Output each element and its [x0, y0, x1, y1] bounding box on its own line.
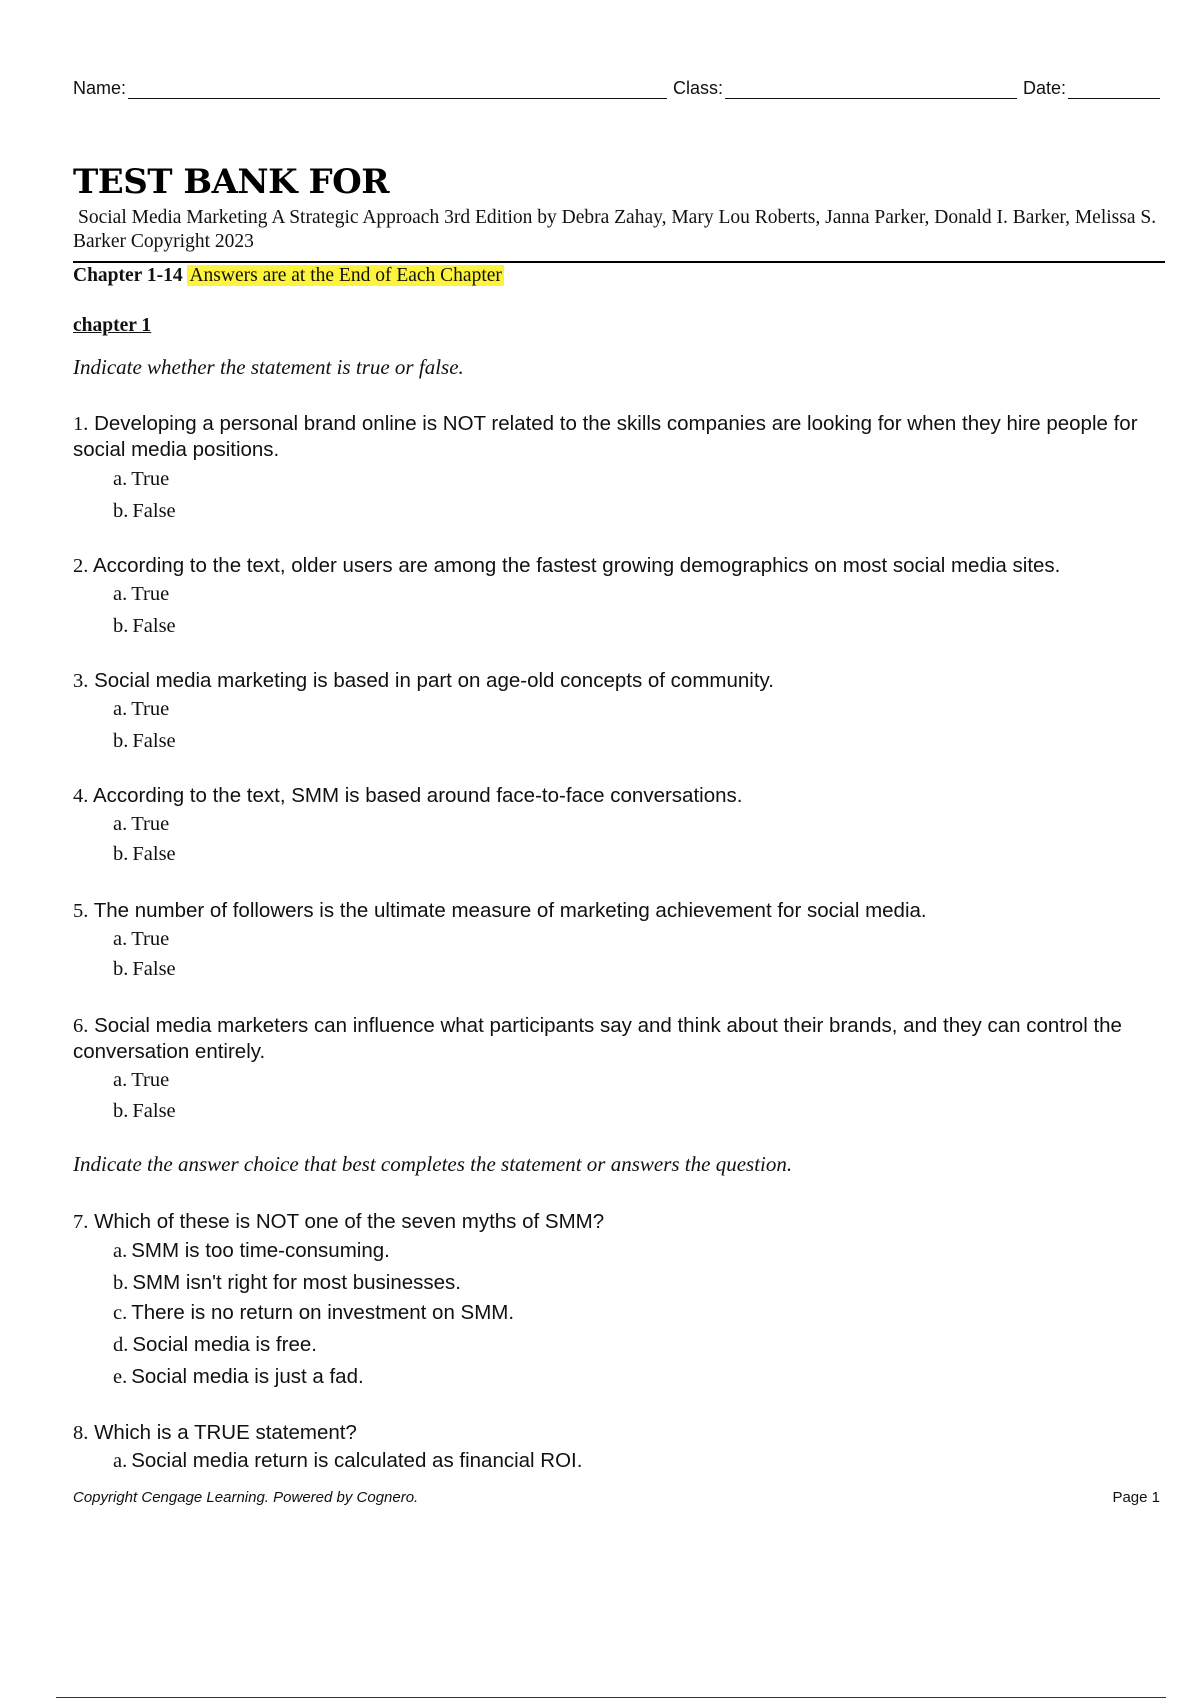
date-label: Date: [1023, 78, 1067, 98]
book-subtitle: Social Media Marketing A Strategic Approach 3rd Edition by Debra Zahay, Mary Lou Roberts, Janna Parker, Donald I. Barker, Melissa S. Barker Copyright 2023 [73, 207, 1157, 252]
question-text: Social media marketing is based in part on age-old concepts of community. [94, 669, 774, 692]
choice-2b[interactable]: b. False [113, 615, 176, 637]
chapter-range-line [73, 263, 504, 289]
choice-2a[interactable]: a. True [113, 583, 170, 605]
name-label: Name: [73, 78, 127, 98]
true-false-instruction: Indicate whether the statement is true or false. [73, 355, 464, 379]
choice-7a[interactable]: a. SMM is too time-consuming. [113, 1239, 390, 1262]
question-7: 7. Which of these is NOT one of the seven myths of SMM? [73, 1210, 605, 1233]
student-info-row [73, 70, 1160, 99]
bottom-divider [56, 1697, 1166, 1698]
multiple-choice-instruction: Indicate the answer choice that best completes the statement or answers the question. [73, 1152, 793, 1176]
choice-6b[interactable]: b. False [113, 1100, 176, 1122]
choice-7e[interactable]: e. Social media is just a fad. [113, 1365, 364, 1388]
choice-7c[interactable]: c. There is no return on investment on SMM. [113, 1301, 515, 1324]
question-text: Which of these is NOT one of the seven myths of SMM? [94, 1210, 605, 1233]
question-text: Social media marketers can influence what participants say and think about their brands, and they can control the conversation entirely. [73, 1014, 1122, 1063]
question-6: 6. Social media marketers can influence what participants say and think about their brands, and they can control the conversation entirely. [73, 1014, 1122, 1063]
question-1: 1. Developing a personal brand online is NOT related to the skills companies are looking for when they hire people for social media positions. [73, 412, 1138, 461]
choice-3a[interactable]: a. True [113, 698, 170, 720]
date-line[interactable] [1068, 70, 1160, 99]
name-line[interactable] [128, 70, 667, 99]
choice-1a[interactable]: a. True [113, 468, 170, 490]
document-title: TEST BANK FOR [73, 162, 390, 202]
choice-6a[interactable]: a. True [113, 1069, 170, 1091]
question-2: 2. According to the text, older users are among the fastest growing demographics on most social media sites. [73, 554, 1061, 577]
page-number: Page 1 [1112, 1489, 1160, 1506]
question-text: According to the text, SMM is based around face-to-face conversations. [92, 784, 743, 807]
date-field[interactable] [1023, 70, 1160, 99]
chapter-heading: chapter 1 [73, 315, 152, 336]
question-text: Which is a TRUE statement? [94, 1421, 357, 1444]
class-field[interactable] [673, 70, 1023, 99]
class-label: Class: [673, 78, 724, 98]
chapter-range-label: Chapter 1-14 [73, 265, 183, 286]
choice-5a[interactable]: a. True [113, 928, 170, 950]
choice-3b[interactable]: b. False [113, 730, 176, 752]
question-5: 5. The number of followers is the ultimate measure of marketing achievement for social media. [73, 899, 927, 922]
question-text: According to the text, older users are among the fastest growing demographics on most social media sites. [92, 554, 1061, 577]
choice-5b[interactable]: b. False [113, 958, 176, 980]
choice-1b[interactable]: b. False [113, 500, 176, 522]
name-field[interactable] [73, 70, 673, 99]
choice-4b[interactable]: b. False [113, 843, 176, 865]
question-text: Developing a personal brand online is NOT related to the skills companies are looking for when they hire people for social media positions. [73, 412, 1138, 461]
answers-note-highlight: Answers are at the End of Each Chapter [189, 265, 502, 286]
class-line[interactable] [725, 70, 1017, 99]
choice-7b[interactable]: b. SMM isn't right for most businesses. [113, 1271, 461, 1294]
choice-8a[interactable]: a. Social media return is calculated as financial ROI. [113, 1449, 583, 1472]
question-text: The number of followers is the ultimate measure of marketing achievement for social media. [93, 899, 927, 922]
choice-7d[interactable]: d. Social media is free. [113, 1333, 317, 1356]
question-3: 3. Social media marketing is based in part on age-old concepts of community. [73, 669, 774, 692]
copyright-footer: Copyright Cengage Learning. Powered by Cognero. [73, 1489, 419, 1506]
question-8: 8. Which is a TRUE statement? [73, 1421, 357, 1444]
question-4: 4. According to the text, SMM is based around face-to-face conversations. [73, 784, 743, 807]
choice-4a[interactable]: a. True [113, 813, 170, 835]
